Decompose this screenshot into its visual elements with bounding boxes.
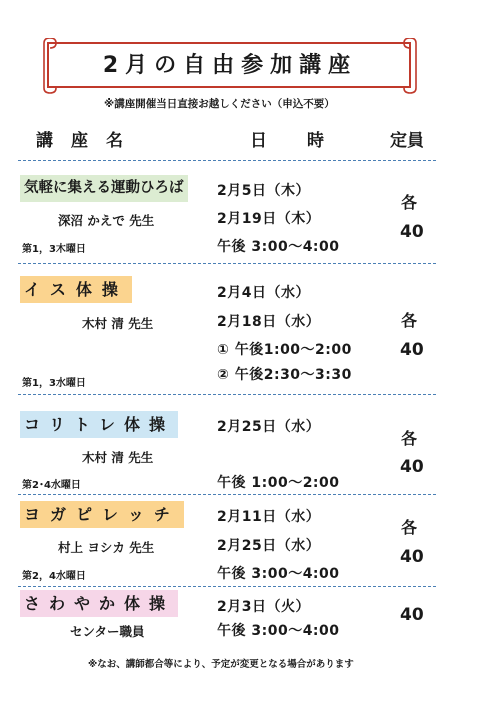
- course-date: 2月11日（水）: [217, 509, 321, 525]
- course-date: 2月4日（水）: [217, 285, 310, 301]
- course-time: 午後 3:00〜4:00: [217, 623, 340, 639]
- course-title: 気軽に集える運動ひろば: [20, 175, 188, 202]
- divider: [18, 394, 436, 395]
- page-title: 2月の自由参加講座: [102, 53, 358, 78]
- course-time: 午後 3:00〜4:00: [217, 239, 340, 255]
- course-date: 2月3日（火）: [217, 599, 310, 615]
- header-date-time: 日時: [250, 131, 364, 151]
- course-time: ② 午後2:30〜3:30: [217, 367, 352, 383]
- header-course-name: 講座名: [36, 131, 141, 151]
- course-teacher: センター職員: [70, 624, 145, 639]
- course-title: ヨガピレッチ: [20, 501, 184, 528]
- divider: [18, 160, 436, 161]
- course-time: 午後 3:00〜4:00: [217, 566, 340, 582]
- course-day: 第2･4水曜日: [22, 480, 81, 491]
- capacity-number: 40: [400, 222, 424, 242]
- header-capacity: 定員: [390, 131, 424, 151]
- divider: [18, 263, 436, 264]
- capacity-number: 40: [400, 605, 424, 625]
- course-teacher: 木村 清 先生: [82, 316, 154, 331]
- course-teacher: 深沼 かえで 先生: [58, 213, 155, 228]
- course-time: ① 午後1:00〜2:00: [217, 342, 352, 358]
- capacity-each: 各: [401, 311, 418, 330]
- course-date: 2月5日（木）: [217, 183, 310, 199]
- capacity-each: 各: [401, 518, 418, 537]
- course-teacher: 村上 ヨシカ 先生: [58, 540, 155, 555]
- course-teacher: 木村 清 先生: [82, 450, 154, 465]
- title-banner: [42, 38, 418, 94]
- course-day: 第1，3木曜日: [22, 244, 86, 255]
- capacity-each: 各: [401, 193, 418, 212]
- capacity-number: 40: [400, 547, 424, 567]
- course-day: 第2，4水曜日: [22, 571, 86, 582]
- notice-text: ※講座開催当日直接お越しください（申込不要）: [104, 98, 335, 110]
- footer-note: ※なお、講師都合等により、予定が変更となる場合があります: [88, 659, 354, 670]
- course-title: イス体操: [20, 276, 132, 303]
- course-title: コリトレ体操: [20, 411, 178, 438]
- course-date: 2月25日（水）: [217, 419, 321, 435]
- capacity-number: 40: [400, 340, 424, 360]
- course-day: 第1，3水曜日: [22, 378, 86, 389]
- course-date: 2月18日（水）: [217, 314, 321, 330]
- course-date: 2月19日（木）: [217, 211, 321, 227]
- course-time: 午後 1:00〜2:00: [217, 475, 340, 491]
- capacity-each: 各: [401, 429, 418, 448]
- capacity-number: 40: [400, 457, 424, 477]
- course-date: 2月25日（水）: [217, 538, 321, 554]
- divider: [18, 586, 436, 587]
- course-title: さわやか体操: [20, 590, 178, 617]
- divider: [18, 494, 436, 495]
